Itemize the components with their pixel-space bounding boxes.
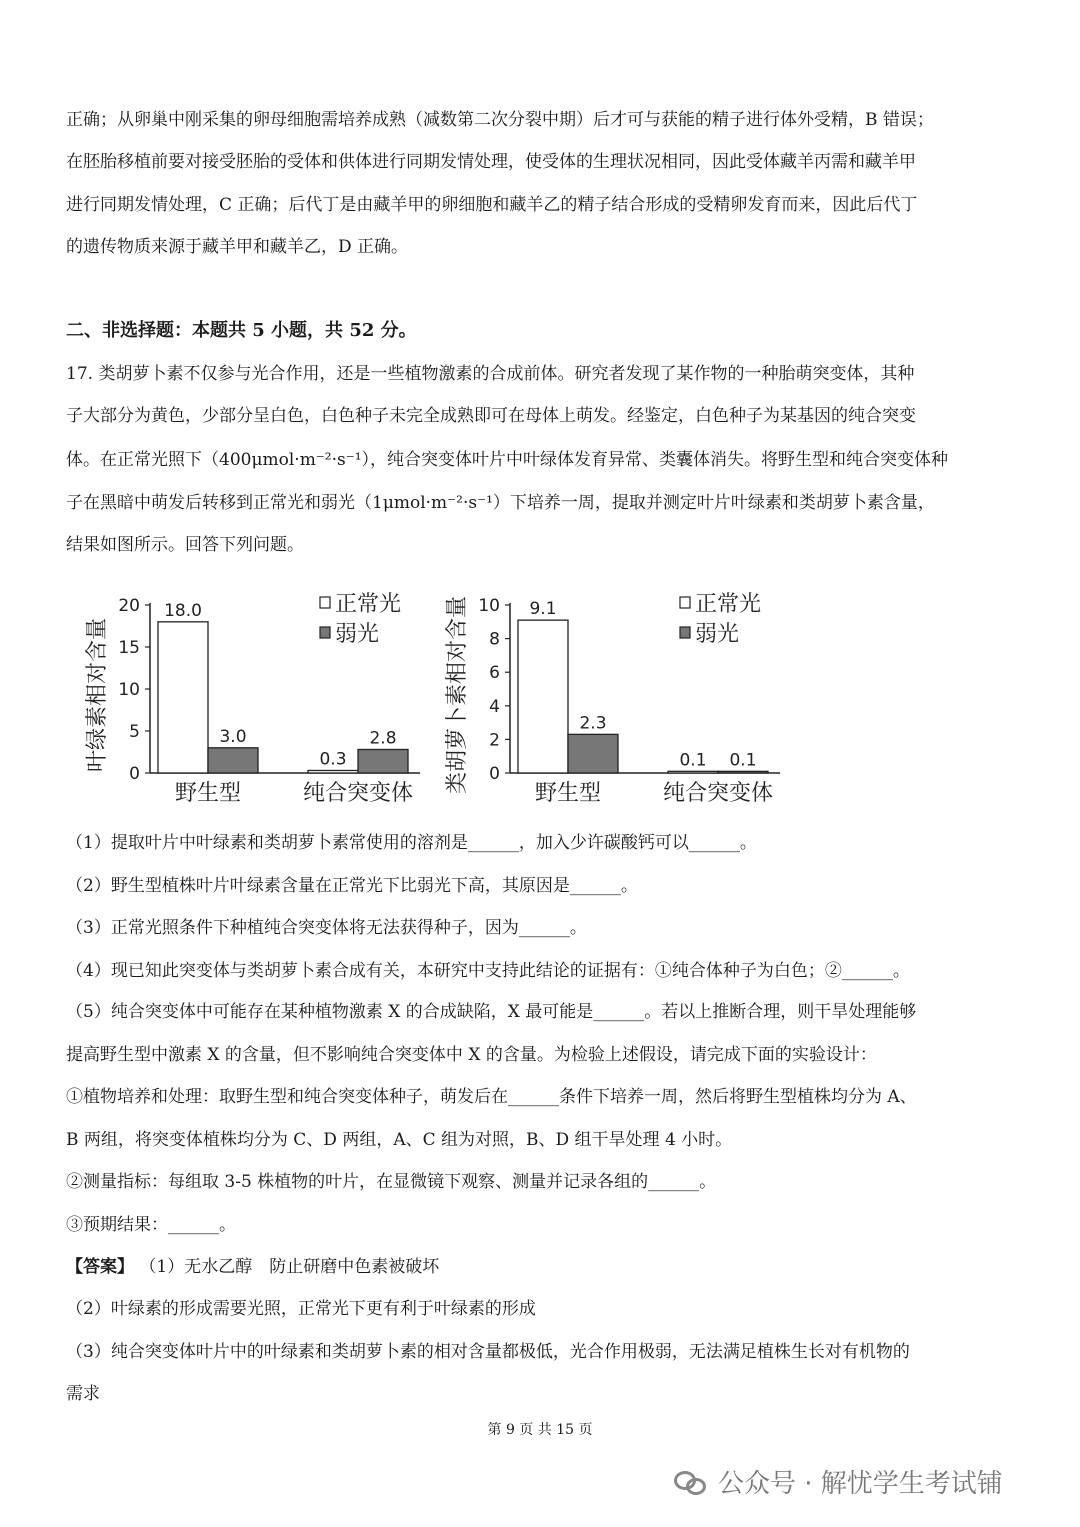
legend-swatch — [320, 597, 330, 608]
x-category-label: 野生型 — [534, 781, 602, 806]
analysis-line: 正确；从卵巢中刚采集的卵母细胞需培养成熟（减数第二次分裂中期）后才可与获能的精子进行体外受精，B 错误； — [66, 110, 934, 130]
carotenoid-chart — [440, 580, 800, 810]
question-line: 体。在正常光照下（400μmol·m⁻²·s⁻¹），纯合突变体叶片中叶绿体发育异常、类囊体消失。将野生型和纯合突变体种 — [66, 450, 949, 470]
y-tick-label: 6 — [489, 663, 500, 684]
y-tick-label: 8 — [489, 629, 500, 650]
bar-normal-light — [158, 622, 208, 773]
page-footer: 第 9 页 共 15 页 — [487, 1422, 593, 1438]
y-tick-label: 4 — [489, 696, 500, 717]
analysis-line: 在胚胎移植前要对接受胚胎的受体和供体进行同期发情处理，使受体的生理状况相同，因此受体藏羊丙需和藏羊甲 — [66, 152, 916, 172]
legend-label: 正常光 — [335, 592, 402, 617]
sub-question: （4）现已知此突变体与类胡萝卜素合成有关，本研究中支持此结论的证据有：①纯合体种子为白色；②______。 — [66, 961, 910, 981]
sub-question: （1）提取叶片中叶绿素和类胡萝卜素常使用的溶剂是______，加入少许碳酸钙可以______。 — [66, 833, 757, 853]
question-line: 结果如图所示。回答下列问题。 — [66, 535, 304, 555]
sub-question: 提高野生型中激素 X 的含量，但不影响纯合突变体中 X 的含量。为检验上述假设，请完成下面的实验设计： — [66, 1045, 877, 1065]
bar-weak-light — [358, 749, 408, 773]
sub-question: （5）纯合突变体中可能存在某种植物激素 X 的合成缺陷，X 最可能是______。若以上推断合理，则干旱处理能够 — [66, 1002, 917, 1022]
bar-normal-light — [668, 771, 718, 773]
question-line: 子大部分为黄色，少部分呈白色，白色种子未完全成熟即可在母体上萌发。经鉴定，白色种子为某基因的纯合突变 — [66, 406, 916, 426]
y-tick-label: 2 — [489, 730, 500, 751]
bar-weak-light — [568, 734, 618, 773]
analysis-line: 进行同期发情处理，C 正确；后代丁是由藏羊甲的卵细胞和藏羊乙的精子结合形成的受精卵发育而来，因此后代丁 — [66, 195, 918, 215]
legend-label: 弱光 — [335, 622, 380, 647]
x-category-label: 纯合突变体 — [662, 781, 774, 806]
sub-question: ③预期结果：______。 — [66, 1215, 236, 1235]
answer-line — [66, 1256, 439, 1278]
y-tick-label: 5 — [129, 722, 140, 742]
data-label: 3.0 — [219, 726, 247, 747]
bar-normal-light — [518, 620, 568, 773]
y-axis-label: 类胡萝卜素相对含量 — [445, 595, 470, 795]
analysis-line: 的遗传物质来源于藏羊甲和藏羊乙，D 正确。 — [66, 237, 409, 257]
y-axis-label: 叶绿素相对含量 — [85, 617, 110, 773]
y-tick-label: 15 — [118, 638, 140, 658]
data-label: 0.3 — [319, 749, 347, 770]
section-heading: 二、非选择题：本题共 5 小题，共 52 分。 — [66, 320, 417, 341]
bar-weak-light — [718, 771, 768, 773]
x-category-label: 纯合突变体 — [302, 781, 414, 806]
sub-question: B 两组，将突变体植株均分为 C、D 两组，A、C 组为对照，B、D 组干旱处理 4 小时。 — [66, 1130, 733, 1150]
data-label: 0.1 — [729, 750, 757, 771]
y-tick-label: 10 — [478, 596, 500, 616]
answer-tag: 【答案】 — [66, 1257, 134, 1277]
legend-swatch — [320, 627, 330, 638]
sub-question: ②测量指标：每组取 3-5 株植物的叶片，在显微镜下观察、测量并记录各组的______。 — [66, 1172, 717, 1192]
x-category-label: 野生型 — [174, 781, 242, 806]
wechat-icon — [674, 1469, 708, 1495]
y-tick-label: 10 — [118, 680, 140, 700]
answer-line: 需求 — [66, 1384, 100, 1404]
bar-weak-light — [208, 748, 258, 773]
bar-normal-light — [308, 770, 358, 773]
watermark — [674, 1463, 1003, 1500]
chlorophyll-chart — [80, 580, 440, 810]
answer-line: （3）纯合突变体叶片中的叶绿素和类胡萝卜素的相对含量都极低，光合作用极弱，无法满足植株生长对有机物的 — [66, 1342, 910, 1362]
data-label: 0.1 — [679, 750, 707, 771]
watermark-text: 公众号 · 解忧学生考试铺 — [718, 1469, 1003, 1499]
answer-text: （1）无水乙醇 防止研磨中色素被破坏 — [139, 1257, 440, 1277]
data-label: 9.1 — [529, 599, 557, 620]
legend-label: 正常光 — [695, 592, 762, 617]
question-line: 子在黑暗中萌发后转移到正常光和弱光（1μmol·m⁻²·s⁻¹）下培养一周，提取并测定叶片叶绿素和类胡萝卜素含量， — [66, 493, 935, 513]
y-tick-label: 0 — [129, 764, 140, 784]
sub-question: （2）野生型植株叶片叶绿素含量在正常光下比弱光下高，其原因是______。 — [66, 876, 638, 896]
sub-question: ①植物培养和处理：取野生型和纯合突变体种子，萌发后在______条件下培养一周，然后将野生型植株均分为 A、 — [66, 1087, 917, 1107]
legend-swatch — [680, 597, 690, 608]
legend-label: 弱光 — [695, 622, 740, 647]
data-label: 2.3 — [579, 713, 607, 734]
data-label: 2.8 — [369, 728, 397, 749]
sub-question: （3）正常光照条件下种植纯合突变体将无法获得种子，因为______。 — [66, 918, 587, 938]
answer-line: （2）叶绿素的形成需要光照，正常光下更有利于叶绿素的形成 — [66, 1299, 536, 1319]
y-tick-label: 0 — [489, 764, 500, 784]
y-tick-label: 20 — [118, 596, 140, 616]
question-line: 17. 类胡萝卜素不仅参与光合作用，还是一些植物激素的合成前体。研究者发现了某作物的一种胎萌突变体，其种 — [66, 364, 915, 384]
data-label: 18.0 — [164, 600, 202, 621]
legend-swatch — [680, 627, 690, 638]
